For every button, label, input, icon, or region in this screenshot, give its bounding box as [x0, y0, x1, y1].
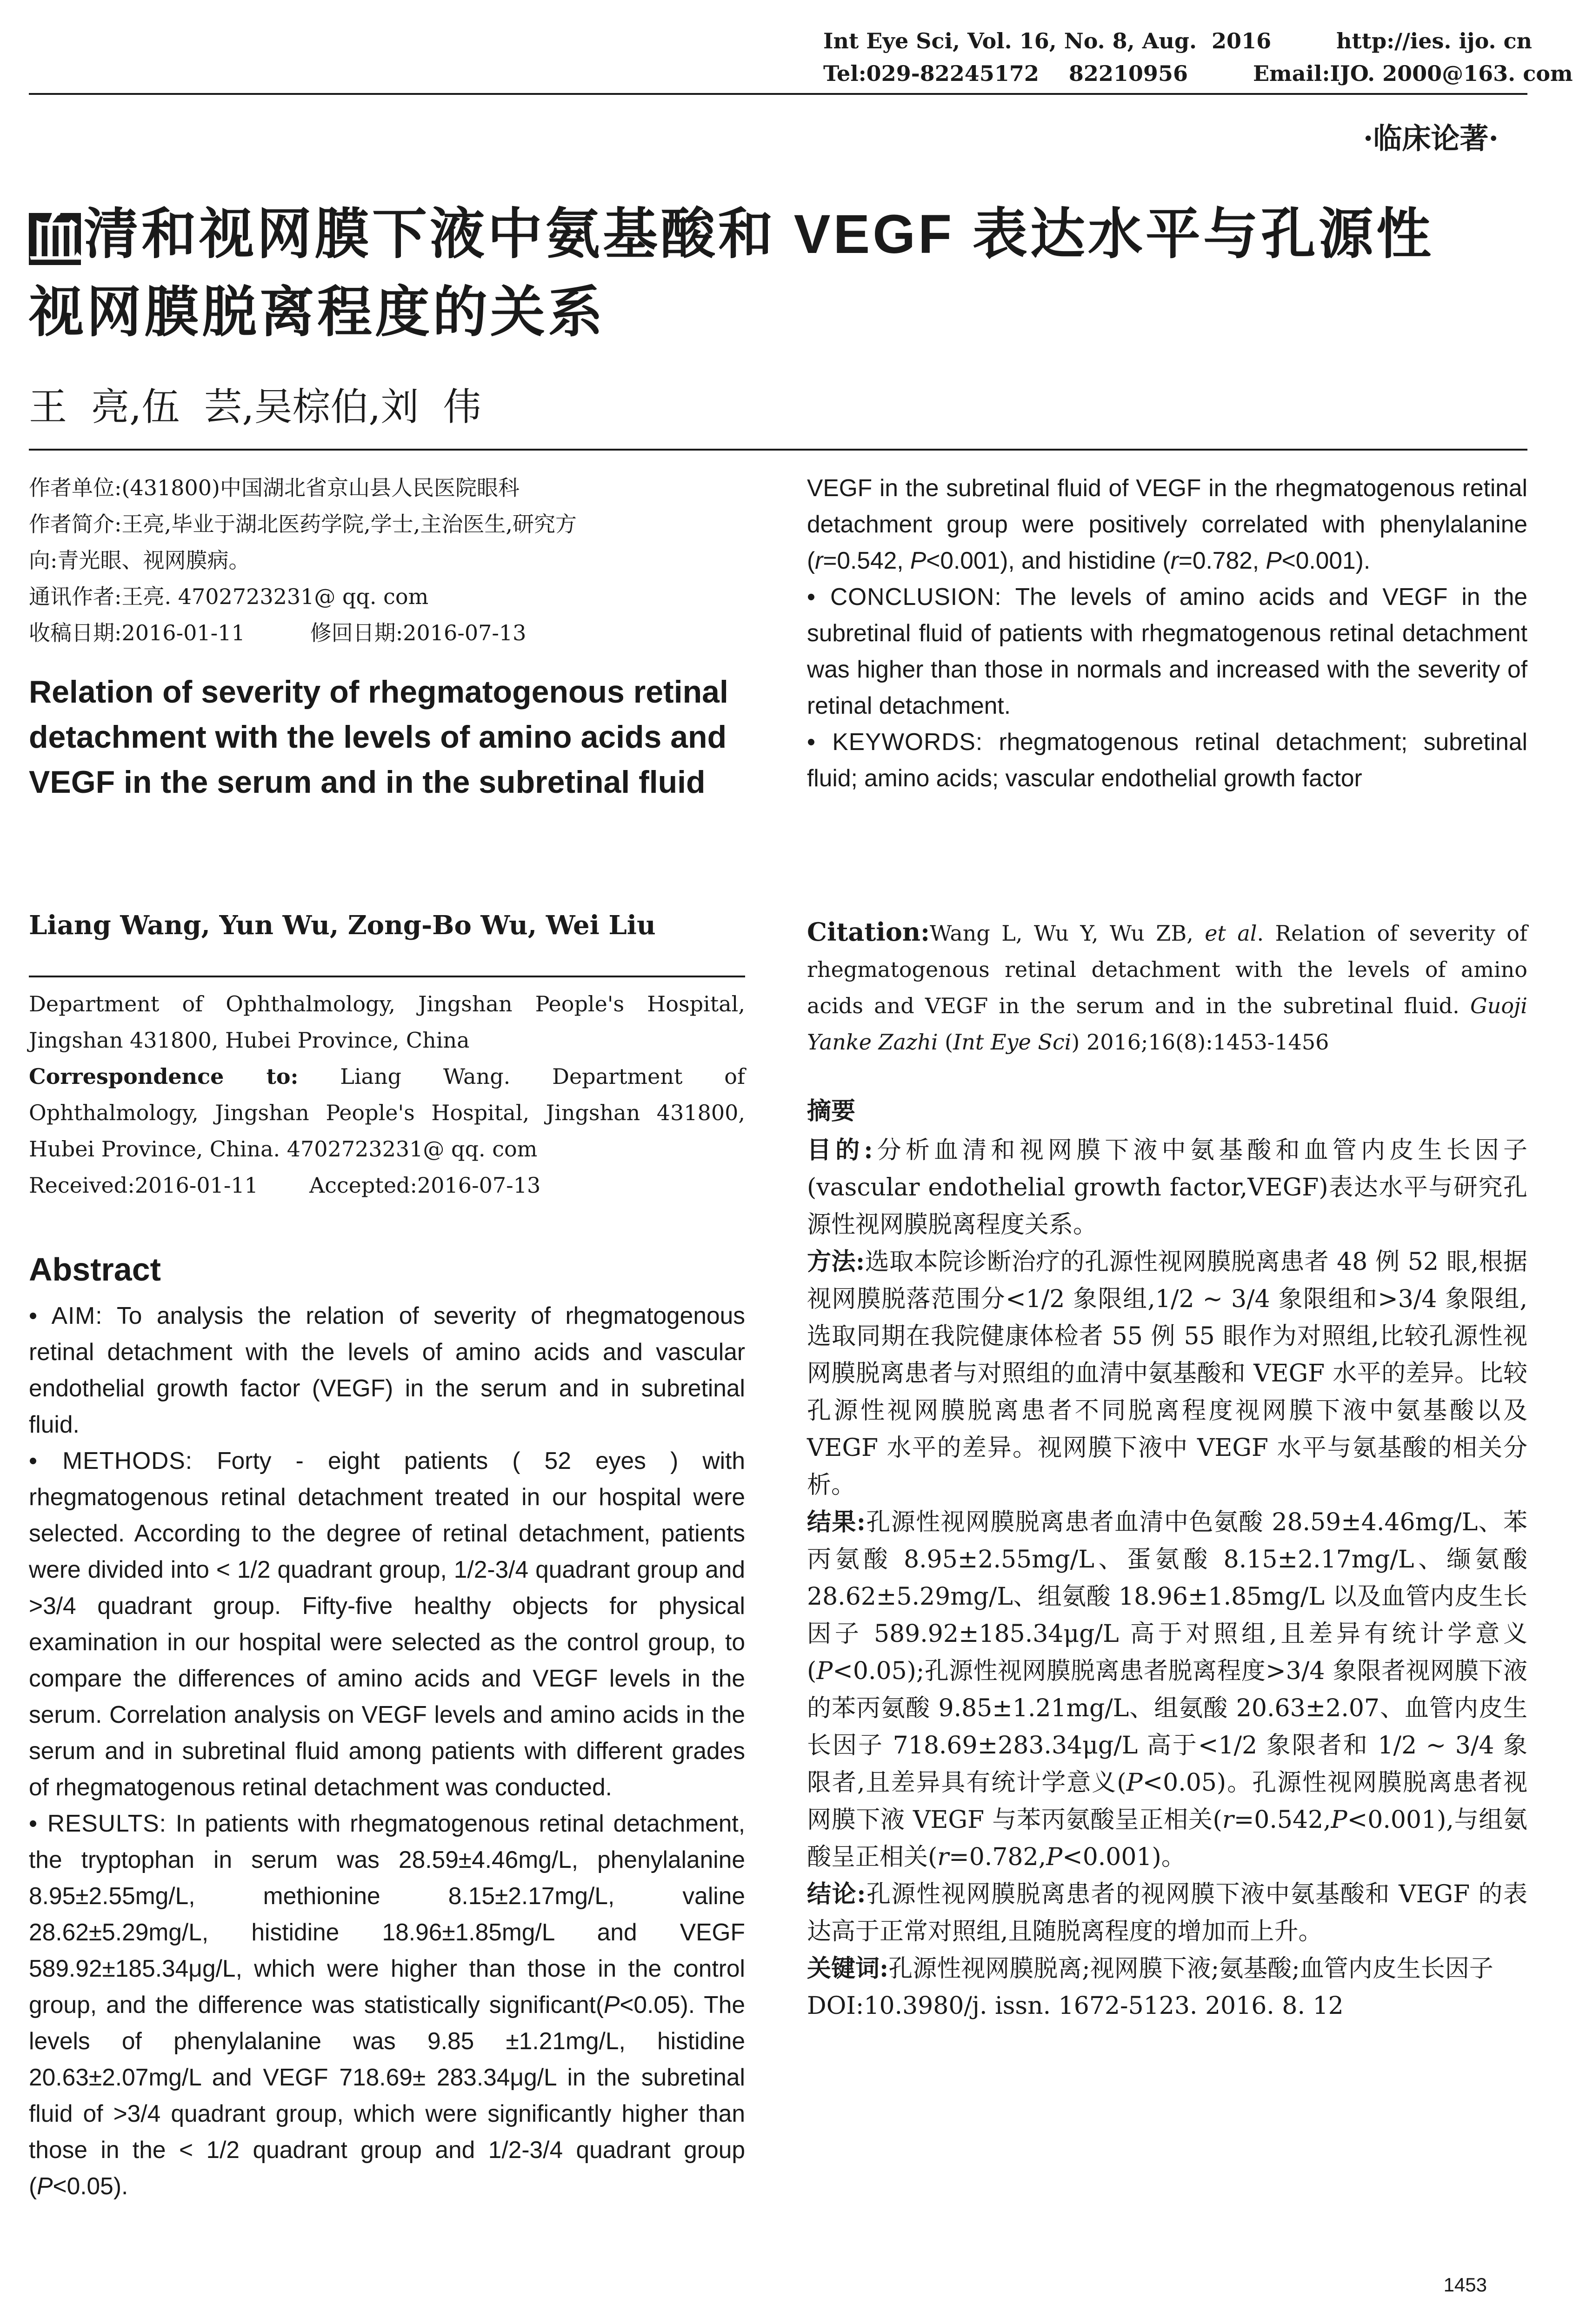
results-text-b: <0.05). The levels of phenylalanine was 9.85 ±1.21mg/L, histidine 20.63±2.07mg/L and VEGF 718.69± 283.34μg/L in the subretinal fluid of >3/4 quadrant group, which were significantly higher than those in the < 1/2 quadrant group and 1/2-3/4 quadrant group (	[29, 1991, 745, 2199]
results-text-c: <0.05).	[53, 2172, 128, 2199]
cn-results-b: <0.05);孔源性视网膜脱离患者脱离程度>3/4 象限者视网膜下液的苯丙氨酸 9.85±1.21mg/L、组氨酸 20.63±2.07、血管内皮生长因子 718.69±283.34μg/L 高于<1/2 象限者和 1/2 ~ 3/4 象限者,且差异具有统计学意义(	[807, 1657, 1527, 1797]
right-cont-e: <0.001).	[1281, 547, 1371, 574]
cn-results-a: 孔源性视网膜脱离患者血清中色氨酸 28.59±4.46mg/L、苯丙氨酸 8.95±2.55mg/L、蛋氨酸 8.15±2.17mg/L、缬氨酸 28.62±5.29mg/L、组氨酸 18.96±1.85mg/L 以及血管内皮生长因子 589.92±185.34μg/L 高于对照组,且差异有统计学意义(	[807, 1508, 1527, 1685]
cn-methods-text: 选取本院诊断治疗的孔源性视网膜脱离患者 48 例 52 眼,根据视网膜脱落范围分<1/2 象限组,1/2 ~ 3/4 象限组和>3/4 象限组,选取同期在我院健康体检者 55 例 55 眼作为对照组,比较孔源性视网膜脱离患者与对照组的血清中氨基酸和 VEGF 水平的差异。比较孔源性视网膜脱离患者不同脱离程度视网膜下液中氨基酸以及 VEGF 水平的差异。视网膜下液中 VEGF 水平与氨基酸的相关分析。	[807, 1248, 1527, 1499]
methods-label: • METHODS:	[29, 1447, 193, 1474]
results-p-symbol: P	[603, 1991, 620, 2018]
keywords-label: • KEYWORDS:	[807, 728, 983, 755]
page-number: 1453	[1443, 2274, 1487, 2296]
english-authors: Liang Wang, Yun Wu, Zong-Bo Wu, Wei Liu	[29, 910, 656, 941]
abstract-methods	[29, 1442, 745, 1805]
cn-keywords	[807, 1950, 1527, 1987]
english-title: Relation of severity of rhegmatogenous retinal detachment with the levels of amino acids and VEGF in the serum and in the subretinal fluid	[29, 674, 728, 800]
cn-keywords-text: 孔源性视网膜脱离;视网膜下液;氨基酸;血管内皮生长因子	[888, 1955, 1493, 1983]
cn-conclusion	[807, 1876, 1527, 1950]
doi-link[interactable]: DOI:10.3980/j. issn. 1672-5123. 2016. 8. 12	[807, 1992, 1344, 2020]
author-rule	[29, 976, 745, 977]
accepted-date-en: Accepted:2016-07-13	[309, 1173, 541, 1198]
abstract-results	[29, 1805, 745, 2204]
article-title	[29, 195, 1527, 352]
cn-results-label: 结果:	[807, 1508, 866, 1536]
journal-info: Int Eye Sci, Vol. 16, No. 8, Aug. 2016	[823, 28, 1272, 53]
abstract-keywords	[807, 724, 1527, 796]
cn-aim-label: 目的:	[807, 1136, 873, 1164]
citation-text-d: ) 2016;16(8):1453-1456	[1071, 1029, 1329, 1055]
title-drop-mark: 血	[29, 208, 87, 270]
citation-block	[807, 914, 1527, 1060]
abstract-conclusion	[807, 578, 1527, 724]
cn-keywords-label: 关键词:	[807, 1954, 889, 1983]
header-rule	[29, 93, 1527, 95]
cn-results	[807, 1504, 1527, 1876]
title-line1: 清和视网膜下液中氨基酸和 VEGF 表达水平与孔源性	[84, 204, 1434, 265]
right-cont-d: =0.782,	[1178, 547, 1260, 574]
right-cont-a: VEGF in the subretinal fluid of VEGF in the rhegmatogenous retinal detachment group were positively correlated with phenylalanine (	[807, 474, 1527, 574]
results-continued	[807, 470, 1527, 578]
author-bio-line2: 向:青光眼、视网膜病。	[29, 548, 250, 573]
r-symbol: r	[1170, 547, 1179, 574]
department: Department of Ophthalmology, Jingshan People's Hospital, Jingshan 431800, Hubei Province, China	[29, 991, 745, 1053]
en-abstract-left	[29, 1297, 745, 2204]
cn-results-f: =0.782,	[949, 1843, 1046, 1871]
aim-text: To analysis the relation of severity of rhegmatogenous retinal detachment with the levels of amino acids and vascular endothelial growth factor (VEGF) in the serum and in subretinal fluid.	[29, 1302, 745, 1438]
aim-label: • AIM:	[29, 1302, 103, 1329]
author-unit: 作者单位:(431800)中国湖北省京山县人民医院眼科	[29, 475, 520, 500]
citation-text-b: . Relation of severity of rhegmatogenous retinal detachment with the levels of amino acids and VEGF in the serum and in the subretinal fluid.	[807, 921, 1527, 1018]
author-bio-line1: 作者简介:王亮,毕业于湖北医药学院,学士,主治医生,研究方	[29, 511, 577, 537]
citation-text-a: Wang L, Wu Y, Wu ZB,	[930, 921, 1193, 946]
p-symbol: P	[1126, 1769, 1143, 1797]
conclusion-text: The levels of amino acids and VEGF in the subretinal fluid of patients with rhegmatogenous retinal detachment was higher than those in normals and increased with the severity of retinal detachment.	[807, 583, 1527, 719]
journal-tel: Tel:029-82245172 82210956	[823, 61, 1188, 86]
cn-results-c: <0.05)。孔源性视网膜脱离患者视网膜下液 VEGF 与苯丙氨酸呈正相关(	[807, 1769, 1527, 1834]
en-dates	[29, 1167, 745, 1203]
cn-affiliation-block	[29, 470, 745, 651]
correspondence-text: Liang Wang. Department of Ophthalmology, Jingshan People's Hospital, Jingshan 431800, Hubei Province, China. 4702723231@ qq. com	[29, 1064, 745, 1162]
cn-abstract-block	[807, 1093, 1527, 2025]
corresponding-author: 通讯作者:王亮. 4702723231@ qq. com	[29, 584, 429, 609]
journal-url-link[interactable]: http://ies. ijo. cn	[1336, 28, 1532, 53]
citation-label: Citation:	[807, 917, 930, 947]
cn-conclusion-text: 孔源性视网膜脱离患者的视网膜下液中氨基酸和 VEGF 的表达高于正常对照组,且随脱离程度的增加而上升。	[807, 1880, 1527, 1946]
title-rule	[29, 449, 1527, 451]
r-symbol: r	[1222, 1806, 1234, 1834]
p-symbol: P	[1046, 1843, 1063, 1871]
received-date-cn: 收稿日期:2016-01-11	[29, 620, 245, 645]
cn-aim-text: 分析血清和视网膜下液中氨基酸和血管内皮生长因子(vascular endothelial growth factor,VEGF)表达水平与研究孔源性视网膜脱离程度关系。	[807, 1136, 1527, 1239]
cn-results-e: <0.001),与组氨酸呈正相关(	[807, 1806, 1527, 1871]
received-date-en: Received:2016-01-11	[29, 1173, 258, 1198]
cn-abstract-heading: 摘要	[807, 1097, 856, 1125]
cn-methods	[807, 1243, 1527, 1504]
r-symbol: r	[815, 547, 823, 574]
cn-methods-label: 方法:	[807, 1248, 865, 1276]
revised-date-cn: 修回日期:2016-07-13	[310, 620, 527, 645]
citation-etal: et al	[1205, 921, 1257, 946]
title-line2: 视网膜脱离程度的关系	[29, 282, 606, 343]
cn-conclusion-label: 结论:	[807, 1880, 866, 1908]
cn-results-d: =0.542,	[1233, 1806, 1331, 1834]
abstract-heading: Abstract	[29, 1251, 161, 1288]
methods-text: Forty - eight patients ( 52 eyes ) with rhegmatogenous retinal detachment treated in our hospital were selected. According to the degree of retinal detachment, patients were divided into < 1/2 quadrant group, 1/2-3/4 quadrant group and >3/4 quadrant group. Fifty-five healthy objects for physical examination in our hospital were selected as the control group, to compare the differences of amino acids and VEGF levels in the serum. Correlation analysis on VEGF levels and amino acids in the serum and in subretinal fluid among patients with different grades of rhegmatogenous retinal detachment was conducted.	[29, 1447, 745, 1800]
results-text-a: In patients with rhegmatogenous retinal detachment, the tryptophan in serum was 28.59±4.46mg/L, phenylalanine 8.95±2.55mg/L, methionine 8.15±2.17mg/L, valine 28.62±5.29mg/L, histidine 18.96±1.85mg/L and VEGF 589.92±185.34μg/L, which were higher than those in the control group, and the difference was statistically significant(	[29, 1810, 746, 2018]
en-affiliation-block	[29, 986, 745, 1203]
journal-email-link[interactable]: Email:IJO. 2000@163. com	[1253, 61, 1573, 86]
abstract-aim	[29, 1297, 745, 1442]
conclusion-label: • CONCLUSION:	[807, 583, 1002, 610]
right-cont-b: =0.542,	[823, 547, 904, 574]
en-abstract-right	[807, 470, 1527, 796]
correspondence	[29, 1058, 745, 1167]
cn-results-g: <0.001)。	[1062, 1843, 1186, 1871]
p-symbol: P	[910, 547, 926, 574]
results-p-symbol: P	[37, 2172, 53, 2199]
authors-cn: 王 亮,伍 芸,吴棕伯,刘 伟	[29, 385, 481, 429]
citation-journal-abbr: Int Eye Sci	[953, 1029, 1072, 1055]
p-symbol: P	[1331, 1806, 1347, 1834]
citation-journal: Guoji Yanke Zazhi	[807, 993, 1527, 1055]
p-symbol: P	[816, 1657, 833, 1685]
correspondence-label: Correspondence to:	[29, 1064, 299, 1089]
cn-aim	[807, 1132, 1527, 1243]
right-cont-c: <0.001), and histidine (	[926, 547, 1171, 574]
dates-line	[29, 615, 745, 651]
r-symbol: r	[937, 1843, 949, 1871]
journal-header-line1	[823, 27, 1532, 55]
section-tag: ·临床论著·	[1363, 121, 1499, 155]
keywords-text: rhegmatogenous retinal detachment; subretinal fluid; amino acids; vascular endothelial growth factor	[807, 728, 1527, 791]
results-label: • RESULTS:	[29, 1810, 167, 1837]
p-symbol: P	[1266, 547, 1282, 574]
citation-text-c: (	[945, 1029, 953, 1055]
journal-header-line2	[823, 60, 1573, 87]
